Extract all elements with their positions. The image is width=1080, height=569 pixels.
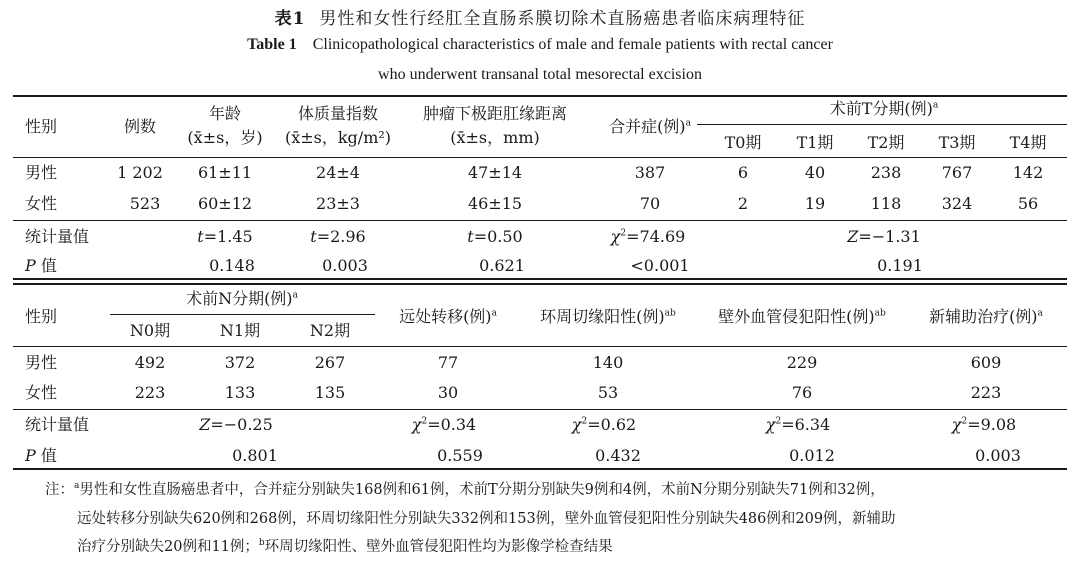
t1-male-age: 61±11 [197,163,253,182]
t2-stat-crm: $\chi^2=0.62$ [571,415,637,434]
t1-male-bmi: 24±4 [316,163,360,182]
t2-male-crm: 140 [592,353,624,372]
t1-stat-comorbidity: $\chi^2=74.69$ [610,227,686,246]
t1-female-distance: 46±15 [467,194,523,213]
t2-stat-nstage: Z=−0.25 [199,415,273,434]
t1-female-t3: 324 [941,194,973,213]
t1-header-t4: T4期 [1009,133,1047,152]
t1-p-comorbidity: <0.001 [630,256,690,275]
t1-header-age-unit: (x̄±s，岁) [187,128,263,147]
t1-header-comorbidity: 合并症(例)$^a$ [609,117,691,136]
t2-male-neoadjuvant: 609 [970,353,1002,372]
t2-male-label: 男性 [25,353,58,372]
t2-header-sex: 性别 [25,307,58,326]
t2-stat-emvi: $\chi^2=6.34$ [765,415,831,434]
t1-header-bmi-unit: (x̄±s，kg/m²) [284,128,392,147]
t1-header-distance: 肿瘤下极距肛缘距离 [422,104,568,123]
t1-female-count: 523 [129,194,161,213]
table-caption-cn: 男性和女性行经肛全直肠系膜切除术直肠癌患者临床病理特征 [319,9,806,29]
t2-p-crm: 0.432 [595,446,641,465]
t2-female-crm: 53 [597,383,619,402]
t2-female-label: 女性 [25,383,58,402]
t2-female-n0: 223 [134,383,166,402]
t1-header-t0: T0期 [724,133,762,152]
table2-top-rule [13,283,1067,285]
t1-p-tstage: 0.191 [877,256,923,275]
t2-header-n0: N0期 [129,321,171,340]
table-title-en-line2: who underwent transanal total mesorectal excision [378,66,702,83]
t1-stat-distance: t=0.50 [467,227,523,246]
t1-female-t2: 118 [870,194,902,213]
t1-stat-bmi: t=2.96 [310,227,366,246]
t2-female-metastasis: 30 [437,383,459,402]
t2-female-emvi: 76 [791,383,813,402]
t2-p-nstage: 0.801 [232,446,278,465]
table1-header-rule [13,157,1067,158]
t1-header-sex: 性别 [25,117,58,136]
t1-header-distance-unit: (x̄±s，mm) [450,128,540,147]
table-label-cn: 表1 [274,9,306,29]
t2-stat-metastasis: $\chi^2=0.34$ [411,415,477,434]
t1-p-distance: 0.621 [479,256,525,275]
table-note-line1: 注：$^a$男性和女性直肠癌患者中，合并症分别缺失168例和61例，术前T分期分别缺失9例和4例，术前N分期分别缺失71例和32例， [45,481,885,498]
nstage-span-rule [110,314,375,315]
t2-stat-neoadjuvant: $\chi^2=9.08$ [951,415,1017,434]
t1-p-age: 0.148 [209,256,255,275]
t1-female-bmi: 23±3 [316,194,360,213]
t1-header-age: 年龄 [208,104,242,123]
t1-p-label: P 值 [25,256,57,275]
t1-male-t0: 6 [737,163,749,182]
table-note-line2: 远处转移分别缺失620例和268例，环周切缘阳性分别缺失332例和153例，壁外血管侵犯阳性分别缺失486例和209例，新辅助 [77,511,896,527]
table2-stat-rule [13,409,1067,410]
t1-stat-tstage: Z=−1.31 [847,227,921,246]
t2-header-n1: N1期 [219,321,261,340]
tstage-span-rule [697,124,1067,125]
t2-header-metastasis: 远处转移(例)$^a$ [399,307,497,326]
t1-stat-label: 统计量值 [25,227,90,246]
t2-male-emvi: 229 [786,353,818,372]
t2-female-n2: 135 [314,383,346,402]
t2-p-neoadjuvant: 0.003 [975,446,1021,465]
table1-bottom-rule [13,278,1067,280]
t1-female-label: 女性 [25,194,58,213]
t2-female-neoadjuvant: 223 [970,383,1002,402]
t1-stat-age: t=1.45 [197,227,253,246]
t1-header-t1: T1期 [796,133,834,152]
table-note-line3: 治疗分别缺失20例和11例；$^b$环周切缘阳性、壁外血管侵犯阳性均为影像学检查结果 [77,538,613,555]
t1-male-label: 男性 [25,163,58,182]
t1-female-age: 60±12 [197,194,253,213]
t1-header-t2: T2期 [867,133,905,152]
table-label-en: Table 1 [247,36,297,53]
t2-p-metastasis: 0.559 [437,446,483,465]
t1-male-t3: 767 [941,163,973,182]
t1-female-t4: 56 [1017,194,1039,213]
t1-male-t2: 238 [870,163,902,182]
t1-male-distance: 47±14 [467,163,523,182]
t2-male-n1: 372 [224,353,256,372]
t1-female-comorbidity: 70 [639,194,661,213]
t1-p-bmi: 0.003 [322,256,368,275]
t1-male-comorbidity: 387 [634,163,666,182]
t2-p-label: P 值 [25,446,57,465]
table-caption-en-1: Clinicopathological characteristics of male and female patients with rectal cancer [312,36,833,53]
t1-header-count: 例数 [123,117,157,136]
t1-male-t4: 142 [1012,163,1044,182]
t2-male-n2: 267 [314,353,346,372]
t2-stat-label: 统计量值 [25,415,90,434]
table-title-cn [0,4,1080,29]
table1-stat-rule [13,220,1067,221]
t2-header-nstage: 术前N分期(例)$^a$ [186,289,298,308]
t1-header-t3: T3期 [938,133,976,152]
t2-female-n1: 133 [224,383,256,402]
t2-header-emvi: 壁外血管侵犯阳性(例)$^{ab}$ [718,307,886,326]
t1-header-bmi: 体质量指数 [297,104,379,123]
table2-header-rule [13,346,1067,347]
t2-header-neoadjuvant: 新辅助治疗(例)$^a$ [929,307,1043,326]
t2-header-n2: N2期 [309,321,351,340]
t1-header-tstage: 术前T分期(例)$^a$ [829,99,939,118]
t2-p-emvi: 0.012 [789,446,835,465]
table1-top-rule [13,95,1067,97]
table2-bottom-rule [13,468,1067,470]
t2-male-n0: 492 [134,353,166,372]
t1-male-count: 1 202 [117,163,163,182]
t2-male-metastasis: 77 [437,353,459,372]
t2-header-crm: 环周切缘阳性(例)$^{ab}$ [540,307,676,326]
table-title-en-line1 [0,36,1080,54]
t1-female-t0: 2 [737,194,749,213]
t1-male-t1: 40 [804,163,826,182]
t1-female-t1: 19 [804,194,826,213]
